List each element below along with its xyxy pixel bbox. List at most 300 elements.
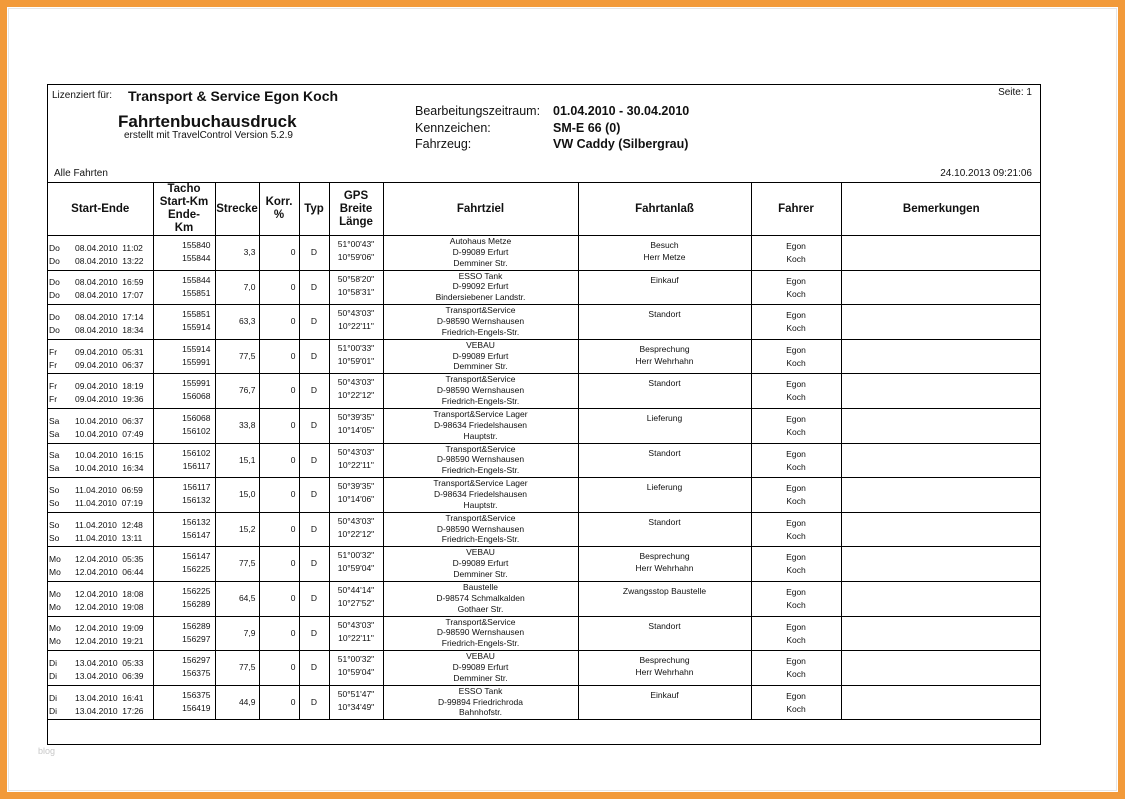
km-start: 155851 <box>182 309 211 320</box>
km-end: 156117 <box>182 460 211 471</box>
driver-last-name: Koch <box>786 323 806 334</box>
km-start: 155844 <box>182 274 211 285</box>
remarks-cell <box>841 408 1041 443</box>
start-datetime: 12.04.2010 05:35 <box>75 554 144 565</box>
plate-row <box>415 120 689 137</box>
end-weekday: Do <box>49 324 60 335</box>
gps-latitude: 50°43'03" <box>337 619 375 630</box>
type-value: D <box>310 350 318 361</box>
type-cell <box>299 512 329 547</box>
col-driver: Fahrer <box>751 183 841 236</box>
purpose-cell <box>578 581 751 616</box>
driver-cell <box>751 685 841 720</box>
purpose-cell <box>578 374 751 409</box>
type-value: D <box>310 316 318 327</box>
driver-first-name: Egon <box>786 241 806 251</box>
purpose-line1: Standort <box>648 516 681 527</box>
purpose-line1: Einkauf <box>650 689 679 700</box>
gps-latitude: 50°39'35" <box>337 411 375 422</box>
destination-cell <box>383 512 578 547</box>
correction-value: 0 <box>290 489 296 500</box>
remarks-cell <box>841 685 1041 720</box>
table-row <box>48 616 1041 651</box>
start-weekday: Do <box>49 311 60 322</box>
start-end-cell <box>48 547 153 582</box>
end-weekday: Di <box>49 705 58 716</box>
distance-cell <box>215 339 259 374</box>
remarks-cell <box>841 270 1041 305</box>
start-weekday: Mo <box>49 554 61 565</box>
end-datetime: 09.04.2010 06:37 <box>75 359 144 370</box>
start-datetime: 13.04.2010 05:33 <box>75 657 144 668</box>
type-value: D <box>310 454 318 465</box>
remarks-cell <box>841 374 1041 409</box>
destination-city: D-99089 Erfurt <box>452 246 509 257</box>
end-weekday: Mo <box>49 601 61 612</box>
purpose-cell <box>578 408 751 443</box>
correction-cell <box>259 581 299 616</box>
type-value: D <box>310 385 318 396</box>
destination-name: VEBAU <box>466 547 495 558</box>
tacho-cell <box>153 305 215 340</box>
type-value: D <box>310 592 318 603</box>
type-value: D <box>310 281 318 292</box>
driver-first-name: Egon <box>786 517 806 528</box>
destination-street: Friedrich-Engels-Str. <box>441 638 520 649</box>
end-datetime: 08.04.2010 18:34 <box>75 324 144 335</box>
gps-cell <box>329 339 383 374</box>
report-info <box>415 103 689 153</box>
purpose-line1: Standort <box>648 378 681 389</box>
gps-latitude: 50°39'35" <box>337 481 375 492</box>
destination-name: Autohaus Metze <box>449 236 512 246</box>
type-cell <box>299 685 329 720</box>
destination-street: Friedrich-Engels-Str. <box>441 465 520 476</box>
destination-street: Demminer Str. <box>453 257 508 268</box>
driver-first-name: Egon <box>786 586 806 597</box>
distance-cell <box>215 685 259 720</box>
km-start: 156132 <box>182 516 211 527</box>
gps-latitude: 51°00'43" <box>337 239 375 249</box>
km-end: 156102 <box>182 425 211 436</box>
purpose-line1: Besprechung <box>639 551 690 562</box>
start-weekday: Do <box>49 277 60 288</box>
km-start: 156068 <box>182 412 211 423</box>
gps-longitude: 10°59'04" <box>337 667 375 678</box>
correction-value: 0 <box>290 523 296 534</box>
destination-name: ESSO Tank <box>458 270 503 281</box>
end-weekday: Sa <box>49 463 60 474</box>
table-header-row <box>48 183 1041 236</box>
correction-cell <box>259 512 299 547</box>
gps-longitude: 10°58'31" <box>337 286 375 297</box>
driver-cell <box>751 478 841 513</box>
start-end-cell <box>48 651 153 686</box>
vehicle-label: Fahrzeug: <box>415 137 472 151</box>
destination-street: Demminer Str. <box>453 361 508 372</box>
start-weekday: Fr <box>49 381 58 392</box>
driver-cell <box>751 651 841 686</box>
km-end: 156147 <box>182 529 211 540</box>
plate-value: SM-E 66 (0) <box>553 120 621 135</box>
gps-longitude: 10°27'52" <box>337 597 375 608</box>
gps-cell <box>329 512 383 547</box>
remarks-cell <box>841 581 1041 616</box>
distance-cell <box>215 512 259 547</box>
start-datetime: 09.04.2010 18:19 <box>75 381 144 392</box>
gps-latitude: 50°51'47" <box>337 688 375 699</box>
distance-cell <box>215 305 259 340</box>
correction-cell <box>259 408 299 443</box>
destination-street: Bindersiebener Landstr. <box>435 292 526 303</box>
end-weekday: So <box>49 532 60 543</box>
purpose-line1: Einkauf <box>650 274 679 285</box>
distance-value: 15,0 <box>238 489 256 500</box>
type-cell <box>299 374 329 409</box>
gps-longitude: 10°59'04" <box>337 563 375 574</box>
km-start: 156297 <box>182 655 211 666</box>
destination-city: D-98634 Friedelshausen <box>433 419 528 430</box>
purpose-line2: Herr Metze <box>643 252 686 262</box>
type-cell <box>299 651 329 686</box>
start-end-cell <box>48 581 153 616</box>
gps-cell <box>329 236 383 271</box>
km-start: 156147 <box>182 551 211 562</box>
distance-value: 64,5 <box>238 592 256 603</box>
purpose-line2: Herr Wehrhahn <box>635 563 694 574</box>
purpose-line1: Standort <box>648 309 681 320</box>
type-value: D <box>310 696 318 707</box>
remarks-cell <box>841 305 1041 340</box>
purpose-cell <box>578 339 751 374</box>
km-start: 155840 <box>182 240 211 250</box>
destination-street: Hauptstr. <box>463 499 498 510</box>
driver-first-name: Egon <box>786 656 806 667</box>
km-end: 155844 <box>182 253 211 263</box>
destination-name: Transport&Service <box>445 374 516 385</box>
tacho-cell <box>153 236 215 271</box>
gps-latitude: 50°43'03" <box>337 515 375 526</box>
purpose-cell <box>578 236 751 271</box>
end-weekday: Mo <box>49 567 61 578</box>
driver-cell <box>751 581 841 616</box>
start-end-cell <box>48 512 153 547</box>
destination-city: D-99092 Erfurt <box>452 281 509 292</box>
gps-cell <box>329 581 383 616</box>
km-end: 156289 <box>182 598 211 609</box>
gps-latitude: 50°44'14" <box>337 584 375 595</box>
tacho-cell <box>153 581 215 616</box>
type-value: D <box>310 558 318 569</box>
start-end-cell <box>48 685 153 720</box>
destination-cell <box>383 374 578 409</box>
distance-cell <box>215 478 259 513</box>
destination-city: D-99089 Erfurt <box>452 558 509 569</box>
gps-cell <box>329 616 383 651</box>
destination-cell <box>383 685 578 720</box>
gps-latitude: 50°58'20" <box>337 273 375 284</box>
type-cell <box>299 616 329 651</box>
purpose-line1: Besuch <box>650 240 679 250</box>
km-start: 156102 <box>182 447 211 458</box>
remarks-cell <box>841 616 1041 651</box>
end-weekday: Do <box>49 255 60 266</box>
table-row <box>48 512 1041 547</box>
destination-name: Transport&Service Lager <box>433 478 528 489</box>
distance-cell <box>215 374 259 409</box>
remarks-cell <box>841 443 1041 478</box>
type-cell <box>299 547 329 582</box>
remarks-cell <box>841 651 1041 686</box>
col-correction-label: Korr. % <box>265 196 293 221</box>
start-weekday: So <box>49 484 60 495</box>
type-value: D <box>310 419 318 430</box>
tacho-cell <box>153 374 215 409</box>
purpose-line1: Besprechung <box>639 343 690 354</box>
tacho-cell <box>153 408 215 443</box>
km-start: 156375 <box>182 689 211 700</box>
distance-cell <box>215 236 259 271</box>
correction-cell <box>259 339 299 374</box>
vehicle-row <box>415 136 689 153</box>
destination-city: D-99089 Erfurt <box>452 661 509 672</box>
purpose-line1: Standort <box>648 447 681 458</box>
start-datetime: 10.04.2010 06:37 <box>75 415 144 426</box>
destination-cell <box>383 547 578 582</box>
start-datetime: 11.04.2010 06:59 <box>75 484 143 495</box>
end-weekday: Fr <box>49 359 58 370</box>
end-datetime: 08.04.2010 13:22 <box>75 255 144 266</box>
driver-cell <box>751 547 841 582</box>
destination-cell <box>383 339 578 374</box>
correction-cell <box>259 616 299 651</box>
destination-street: Friedrich-Engels-Str. <box>441 395 520 406</box>
tacho-cell <box>153 651 215 686</box>
end-datetime: 10.04.2010 07:49 <box>75 428 144 439</box>
purpose-cell <box>578 270 751 305</box>
end-datetime: 13.04.2010 06:39 <box>75 670 144 681</box>
destination-street: Friedrich-Engels-Str. <box>441 326 520 337</box>
driver-first-name: Egon <box>786 621 806 632</box>
type-cell <box>299 305 329 340</box>
correction-cell <box>259 478 299 513</box>
start-weekday: Mo <box>49 623 61 634</box>
table-row <box>48 236 1041 271</box>
start-datetime: 09.04.2010 05:31 <box>75 346 144 357</box>
purpose-line1: Standort <box>648 620 681 631</box>
plate-label: Kennzeichen: <box>415 120 491 135</box>
driver-cell <box>751 236 841 271</box>
driver-last-name: Koch <box>786 357 806 368</box>
type-value: D <box>310 247 318 257</box>
start-weekday: Sa <box>49 450 60 461</box>
type-cell <box>299 236 329 271</box>
correction-cell <box>259 651 299 686</box>
gps-latitude: 51°00'32" <box>337 550 375 561</box>
correction-cell <box>259 305 299 340</box>
tacho-cell <box>153 270 215 305</box>
start-datetime: 12.04.2010 19:09 <box>75 623 144 634</box>
trip-table-body <box>48 236 1041 720</box>
type-cell <box>299 408 329 443</box>
start-weekday: Di <box>49 657 58 668</box>
gps-longitude: 10°22'11" <box>338 321 374 332</box>
gps-cell <box>329 685 383 720</box>
col-gps <box>329 183 383 236</box>
driver-last-name: Koch <box>786 669 806 680</box>
driver-last-name: Koch <box>786 496 806 507</box>
correction-cell <box>259 374 299 409</box>
tacho-cell <box>153 616 215 651</box>
gps-longitude: 10°34'49" <box>337 701 375 712</box>
destination-city: D-98574 Schmalkalden <box>436 592 525 603</box>
table-row <box>48 374 1041 409</box>
correction-value: 0 <box>290 662 296 673</box>
start-datetime: 11.04.2010 12:48 <box>75 519 143 530</box>
end-weekday: Fr <box>49 394 58 405</box>
km-end: 155851 <box>182 287 211 298</box>
driver-cell <box>751 408 841 443</box>
driver-cell <box>751 616 841 651</box>
destination-street: Demminer Str. <box>453 568 508 579</box>
start-datetime: 08.04.2010 17:14 <box>75 311 144 322</box>
period-value: 01.04.2010 - 30.04.2010 <box>553 104 690 118</box>
purpose-cell <box>578 305 751 340</box>
start-end-cell <box>48 339 153 374</box>
correction-value: 0 <box>290 696 296 707</box>
start-end-cell <box>48 443 153 478</box>
page-number: Seite: 1 <box>998 87 1032 98</box>
logbook-document <box>47 84 1041 745</box>
gps-longitude: 10°22'12" <box>337 528 375 539</box>
type-cell <box>299 339 329 374</box>
end-datetime: 08.04.2010 17:07 <box>75 290 144 301</box>
tacho-cell <box>153 339 215 374</box>
table-row <box>48 339 1041 374</box>
km-end: 156225 <box>182 564 211 575</box>
destination-city: D-98590 Wernshausen <box>436 523 525 534</box>
driver-cell <box>751 374 841 409</box>
driver-last-name: Koch <box>786 426 806 437</box>
end-datetime: 11.04.2010 13:11 <box>75 532 143 543</box>
km-end: 156375 <box>182 668 211 679</box>
start-datetime: 13.04.2010 16:41 <box>75 692 144 703</box>
purpose-cell <box>578 685 751 720</box>
start-datetime: 08.04.2010 16:59 <box>75 277 144 288</box>
distance-cell <box>215 547 259 582</box>
end-datetime: 12.04.2010 06:44 <box>75 567 144 578</box>
gps-latitude: 50°43'03" <box>337 446 375 457</box>
destination-city: D-98590 Wernshausen <box>436 385 525 396</box>
gps-longitude: 10°22'11" <box>338 632 374 643</box>
driver-first-name: Egon <box>786 344 806 355</box>
destination-cell <box>383 616 578 651</box>
table-row <box>48 685 1041 720</box>
purpose-cell <box>578 478 751 513</box>
driver-first-name: Egon <box>786 379 806 390</box>
end-weekday: Mo <box>49 636 61 647</box>
type-value: D <box>310 662 318 673</box>
destination-name: Transport&Service <box>445 616 516 627</box>
distance-value: 76,7 <box>238 385 256 396</box>
destination-city: D-98590 Wernshausen <box>436 315 525 326</box>
correction-cell <box>259 685 299 720</box>
vehicle-value: VW Caddy (Silbergrau) <box>553 137 689 151</box>
gps-cell <box>329 305 383 340</box>
distance-value: 15,2 <box>238 523 256 534</box>
start-end-cell <box>48 270 153 305</box>
driver-cell <box>751 305 841 340</box>
km-end: 156419 <box>182 702 211 713</box>
end-datetime: 09.04.2010 19:36 <box>75 394 144 405</box>
start-end-cell <box>48 478 153 513</box>
destination-name: Transport&Service Lager <box>433 408 528 419</box>
type-value: D <box>310 627 318 638</box>
correction-cell <box>259 236 299 271</box>
correction-value: 0 <box>290 627 296 638</box>
end-datetime: 12.04.2010 19:21 <box>75 636 144 647</box>
purpose-cell <box>578 443 751 478</box>
distance-cell <box>215 270 259 305</box>
distance-value: 44,9 <box>238 696 256 707</box>
table-row <box>48 443 1041 478</box>
correction-value: 0 <box>290 558 296 569</box>
correction-cell <box>259 443 299 478</box>
tacho-cell <box>153 547 215 582</box>
col-destination: Fahrtziel <box>383 183 578 236</box>
destination-street: Bahnhofstr. <box>458 707 502 718</box>
start-weekday: Fr <box>49 346 58 357</box>
start-weekday: Do <box>49 242 60 253</box>
km-start: 156289 <box>182 620 211 631</box>
driver-last-name: Koch <box>786 565 806 576</box>
gps-cell <box>329 270 383 305</box>
gps-cell <box>329 547 383 582</box>
driver-cell <box>751 443 841 478</box>
start-datetime: 12.04.2010 18:08 <box>75 588 144 599</box>
distance-value: 77,5 <box>238 558 256 569</box>
col-distance: Strecke <box>215 183 259 236</box>
remarks-cell <box>841 512 1041 547</box>
driver-last-name: Koch <box>786 599 806 610</box>
destination-name: Transport&Service <box>445 512 516 523</box>
correction-value: 0 <box>290 592 296 603</box>
col-remarks: Bemerkungen <box>841 183 1041 236</box>
driver-first-name: Egon <box>786 483 806 494</box>
correction-value: 0 <box>290 385 296 396</box>
gps-longitude: 10°22'11" <box>338 459 374 470</box>
km-end: 156068 <box>182 391 211 402</box>
table-row <box>48 408 1041 443</box>
gps-longitude: 10°14'06" <box>337 494 375 505</box>
destination-cell <box>383 478 578 513</box>
correction-cell <box>259 547 299 582</box>
driver-last-name: Koch <box>786 288 806 299</box>
km-start: 155991 <box>182 378 211 389</box>
destination-cell <box>383 305 578 340</box>
destination-city: D-98634 Friedelshausen <box>433 488 528 499</box>
destination-name: VEBAU <box>466 339 495 350</box>
km-end: 155991 <box>182 356 211 367</box>
start-weekday: Sa <box>49 415 60 426</box>
table-row <box>48 547 1041 582</box>
distance-value: 77,5 <box>238 350 256 361</box>
remarks-cell <box>841 547 1041 582</box>
gps-latitude: 50°43'03" <box>337 308 375 319</box>
col-purpose: Fahrtanlaß <box>578 183 751 236</box>
col-tacho-label: Tacho Start-Km Ende-Km <box>159 183 209 234</box>
company-name: Transport & Service Egon Koch <box>128 88 339 104</box>
